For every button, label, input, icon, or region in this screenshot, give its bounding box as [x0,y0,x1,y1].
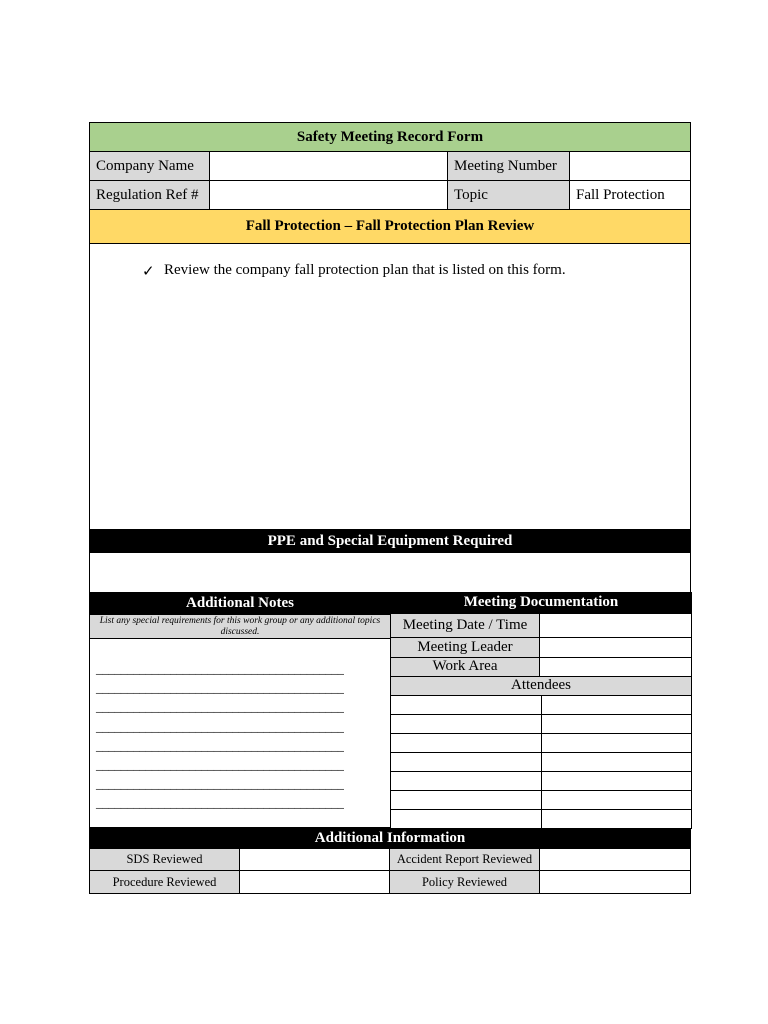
attendee-field[interactable] [390,733,542,753]
meeting-leader-label: Meeting Leader [390,637,540,658]
attendee-field[interactable] [541,733,692,753]
topic-label: Topic [447,180,570,210]
notes-area[interactable] [89,638,391,828]
notes-hint-cell [89,614,391,639]
attendee-field[interactable] [541,809,692,829]
regulation-field[interactable] [209,180,448,210]
documentation-column [391,593,692,829]
attendee-field[interactable] [541,714,692,734]
attendee-field[interactable] [541,695,692,715]
additional-info-title: Additional Information [89,828,691,849]
content-area [89,243,691,530]
attendee-field[interactable] [541,752,692,772]
attendee-field[interactable] [390,714,542,734]
accident-report-field[interactable] [539,848,691,871]
policy-label: Policy Reviewed [389,870,540,894]
attendee-field[interactable] [390,790,542,810]
note-line: ________________________________________ [96,776,345,792]
company-name-field[interactable] [209,151,448,181]
attendee-field[interactable] [390,752,542,772]
meeting-date-label: Meeting Date / Time [390,613,540,638]
meeting-leader-field[interactable] [539,637,692,658]
safety-meeting-form [90,122,692,894]
sds-label: SDS Reviewed [89,848,240,871]
topic-field[interactable]: Fall Protection [569,180,691,210]
attendees-label: Attendees [390,676,692,696]
documentation-title: Meeting Documentation [390,592,692,614]
note-line: ________________________________________ [96,718,345,734]
ppe-title: PPE and Special Equipment Required [89,529,691,553]
notes-hint: List any special requirements for this work group or any additional topics discussed. [99,615,381,637]
bullet-item [142,262,566,281]
note-line: ________________________________________ [96,795,345,811]
note-line: ________________________________________ [96,737,345,753]
company-name-label: Company Name [89,151,210,181]
note-line: ________________________________________ [96,661,345,676]
attendee-field[interactable] [390,695,542,715]
work-area-label: Work Area [390,657,540,677]
note-line: ________________________________________ [96,680,345,696]
attendee-field[interactable] [390,809,542,829]
form-title: Safety Meeting Record Form [89,122,691,152]
notes-column [90,593,391,829]
note-line: ________________________________________ [96,699,345,715]
work-area-field[interactable] [539,657,692,677]
sds-field[interactable] [239,848,390,871]
attendee-field[interactable] [541,771,692,791]
regulation-label: Regulation Ref # [89,180,210,210]
checkmark-icon: ✓ [142,264,155,280]
ppe-field[interactable] [89,552,691,593]
section-title: Fall Protection – Fall Protection Plan Review [89,209,691,244]
meeting-number-label: Meeting Number [447,151,570,181]
procedure-label: Procedure Reviewed [89,870,240,894]
note-line: ________________________________________ [96,757,345,773]
bullet-text: Review the company fall protection plan that is listed on this form. [164,262,566,278]
meeting-number-field[interactable] [569,151,691,181]
notes-title: Additional Notes [89,592,391,615]
attendee-field[interactable] [390,771,542,791]
attendee-field[interactable] [541,790,692,810]
meeting-date-field[interactable] [539,613,692,638]
accident-report-label: Accident Report Reviewed [389,848,540,871]
policy-field[interactable] [539,870,691,894]
procedure-field[interactable] [239,870,390,894]
